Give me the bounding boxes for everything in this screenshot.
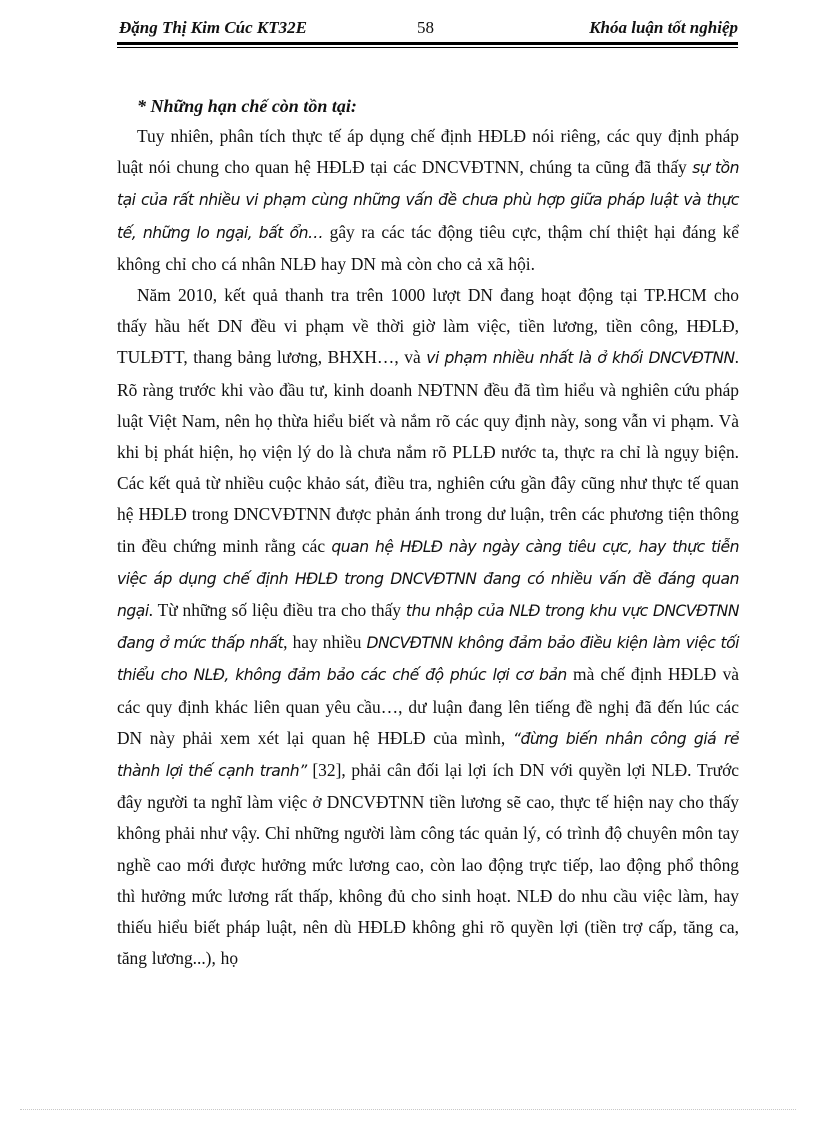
header-rule-thick [117,42,738,45]
page-bottom-dotted-line [20,1109,796,1110]
header-author: Đặng Thị Kim Cúc KT32E [119,18,307,37]
paragraph-2-italic-2: quan hệ HĐLĐ này ngày càng tiêu cực, hay thực tiễn việc áp dụng chế định HĐLĐ trong DNCVĐTNN đang có nhiều vấn đề đáng quan ngại [117,537,739,621]
header-rule-thin [117,47,738,48]
paragraph-2-text-6: [32], phải cân đối lại lợi ích DN với quyền lợi NLĐ. Trước đây người ta nghĩ làm việc ở DNCVĐTNN tiền lương sẽ cao, thực tế hiện nay cho thấy không phải như vậy. Chỉ những người làm công tác quản lý, có trình độ chuyên môn tay nghề cao mới được hưởng mức lương cao, còn lao động trực tiếp, lao động phổ thông thì hưởng mức lương rất thấp, không đủ cho sinh hoạt. NLĐ do nhu cầu việc làm, hay thiếu hiểu biết pháp luật, nên dù HĐLĐ không ghi rõ quyền lợi (tiền trợ cấp, tăng ca, tăng lương...), họ [117,760,740,969]
section-title: * Những hạn chế còn tồn tại: [137,96,357,116]
paragraph-2-italic-4: DNCVĐTNN không đảm bảo điều kiện làm việc tối thiểu cho NLĐ, không đảm bảo các chế độ phúc lợi cơ bản [117,634,739,685]
paragraph-1-italic-1: sự tồn tại của rất nhiều vi phạm cùng những vấn đề chưa phù hợp giữa pháp luật và thực tế, những lo ngại, bất ổn… [117,159,739,242]
paragraph-2-italic-5: “đừng biến nhân công giá rẻ thành lợi thế cạnh tranh” [117,729,739,781]
paragraph-2-text-3: . Từ những số liệu điều tra cho thấy [148,600,406,621]
page-header [117,10,738,44]
paragraph-2-text-4: , hay nhiều [283,632,367,653]
paragraph-2-italic-1: vi phạm nhiều nhất là ở khối DNCVĐTNN [426,349,735,368]
paragraph-1-text-1: Tuy nhiên, phân tích thực tế áp dụng chế định HĐLĐ nói riêng, các quy định pháp luật nói chung cho quan hệ HĐLĐ tại các DNCVĐTNN, chúng ta cũng đã thấy [117,126,739,178]
header-page-number: 58 [417,18,434,37]
paragraph-2-text-5: mà chế định HĐLĐ và các quy định khác liên quan yêu cầu…, dư luận đang lên tiếng đề nghị đã đến lúc các DN này phải xem xét lại quan hệ HĐLĐ của mình, [117,664,740,748]
paragraph-2-text-1: Năm 2010, kết quả thanh tra trên 1000 lượt DN đang hoạt động tại TP.HCM cho thấy hầu hết DN đều vi phạm về thời giờ làm việc, tiền lương, tiền công, HĐLĐ, TULĐTT, thang bảng lương, BHXH…, và [117,285,739,368]
paragraph-1-text-2: gây ra các tác động tiêu cực, thậm chí thiệt hại đáng kể không chỉ cho cá nhân NLĐ hay DN mà còn cho cả xã hội. [117,221,739,274]
paragraph-1 [117,121,739,280]
paragraph-2-italic-3: thu nhập của NLĐ trong khu vực DNCVĐTNN đang ở mức thấp nhất [117,602,739,653]
paragraph-2 [117,280,739,974]
header-document-type: Khóa luận tốt nghiệp [589,18,738,37]
paragraph-2-text-2: . Rõ ràng trước khi vào đầu tư, kinh doanh NĐTNN đều đã tìm hiểu và nghiên cứu pháp luật Việt Nam, nên họ thừa hiểu biết và nắm rõ các quy định này, song vẫn vi phạm. Và khi bị phát hiện, họ viện lý do là chưa nắm rõ PLLĐ nước ta, thực ra chỉ là ngụy biện. Các kết quả từ nhiều cuộc khảo sát, điều tra, nghiên cứu gần đây cũng như thực tế quan hệ HĐLĐ trong DNCVĐTNN được phản ánh trong dư luận, trên các phương tiện thông tin đều chứng minh rằng các [117,347,739,556]
page-body [117,91,739,974]
